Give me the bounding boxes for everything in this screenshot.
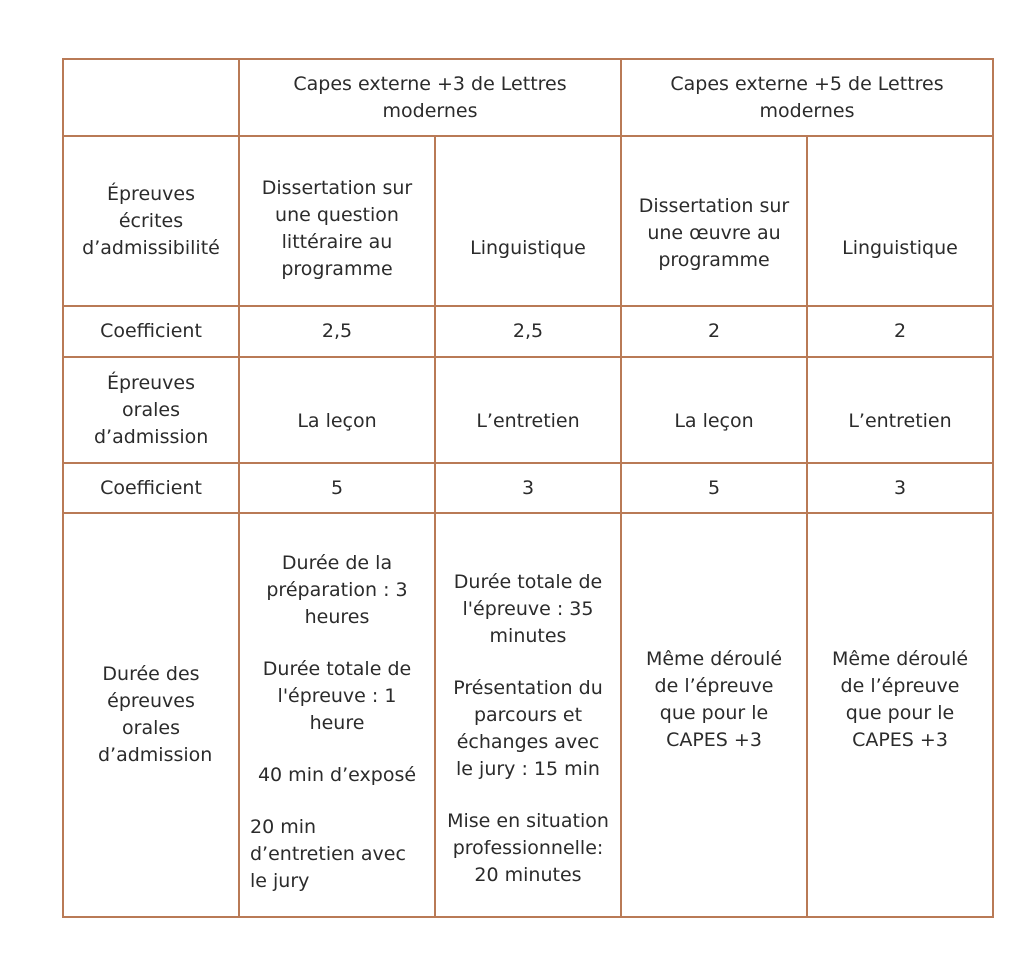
capes3-written-ep1: Dissertation sur une question littéraire au programme [239, 136, 435, 306]
oral-coef-row [63, 463, 993, 513]
capes3-oral-ep1: La leçon [239, 357, 435, 463]
capes5-header: Capes externe +5 de Lettres modernes [621, 59, 993, 136]
entretien-presentation-text: Présentation du parcours et échanges avec le jury : 15 min [453, 677, 603, 780]
oral-coef-value: 5 [239, 463, 435, 513]
lecon-preparation-text: Durée de la préparation : 3 heures [266, 551, 408, 628]
capes3-entretien-details [435, 513, 621, 917]
capes-comparison-table [62, 58, 994, 918]
written-coef-value: 2 [807, 306, 993, 357]
written-coef-value: 2,5 [239, 306, 435, 357]
lecon-expose-text: 40 min d’exposé [257, 763, 417, 786]
corner-cell [63, 59, 239, 136]
capes5-written-ep2: Linguistique [807, 136, 993, 306]
capes3-oral-ep2: L’entretien [435, 357, 621, 463]
lecon-entretien-text: 20 min d’entretien avec le jury [250, 815, 406, 892]
capes3-written-ep2: Linguistique [435, 136, 621, 306]
capes5-lecon-details: Même déroulé de l’épreuve que pour le CAPES +3 [621, 513, 807, 917]
written-coef-value: 2 [621, 306, 807, 357]
oral-coef-value: 3 [435, 463, 621, 513]
duration-row [63, 513, 993, 917]
capes5-oral-ep2: L’entretien [807, 357, 993, 463]
oral-coef-label: Coefficient [63, 463, 239, 513]
written-coef-value: 2,5 [435, 306, 621, 357]
lecon-total-duration-text: Durée totale de l'épreuve : 1 heure [262, 657, 412, 734]
oral-label: Épreuves orales d’admission [63, 357, 239, 463]
written-label: Épreuves écrites d’admissibilité [63, 136, 239, 306]
written-coef-label: Coefficient [63, 306, 239, 357]
capes5-oral-ep1: La leçon [621, 357, 807, 463]
entretien-mise-en-situation-text: Mise en situation professionnelle: 20 minutes [447, 810, 609, 886]
entretien-total-duration-text: Durée totale de l'épreuve : 35 minutes [453, 571, 603, 647]
capes5-written-ep1: Dissertation sur une œuvre au programme [621, 136, 807, 306]
written-row [63, 136, 993, 306]
duration-label: Durée des épreuves orales d’admission [63, 513, 239, 917]
header-row [63, 59, 993, 136]
written-coef-row [63, 306, 993, 357]
oral-coef-value: 3 [807, 463, 993, 513]
oral-coef-value: 5 [621, 463, 807, 513]
oral-row [63, 357, 993, 463]
capes5-entretien-details: Même déroulé de l’épreuve que pour le CAPES +3 [807, 513, 993, 917]
capes3-header: Capes externe +3 de Lettres modernes [239, 59, 621, 136]
capes3-lecon-details [239, 513, 435, 917]
